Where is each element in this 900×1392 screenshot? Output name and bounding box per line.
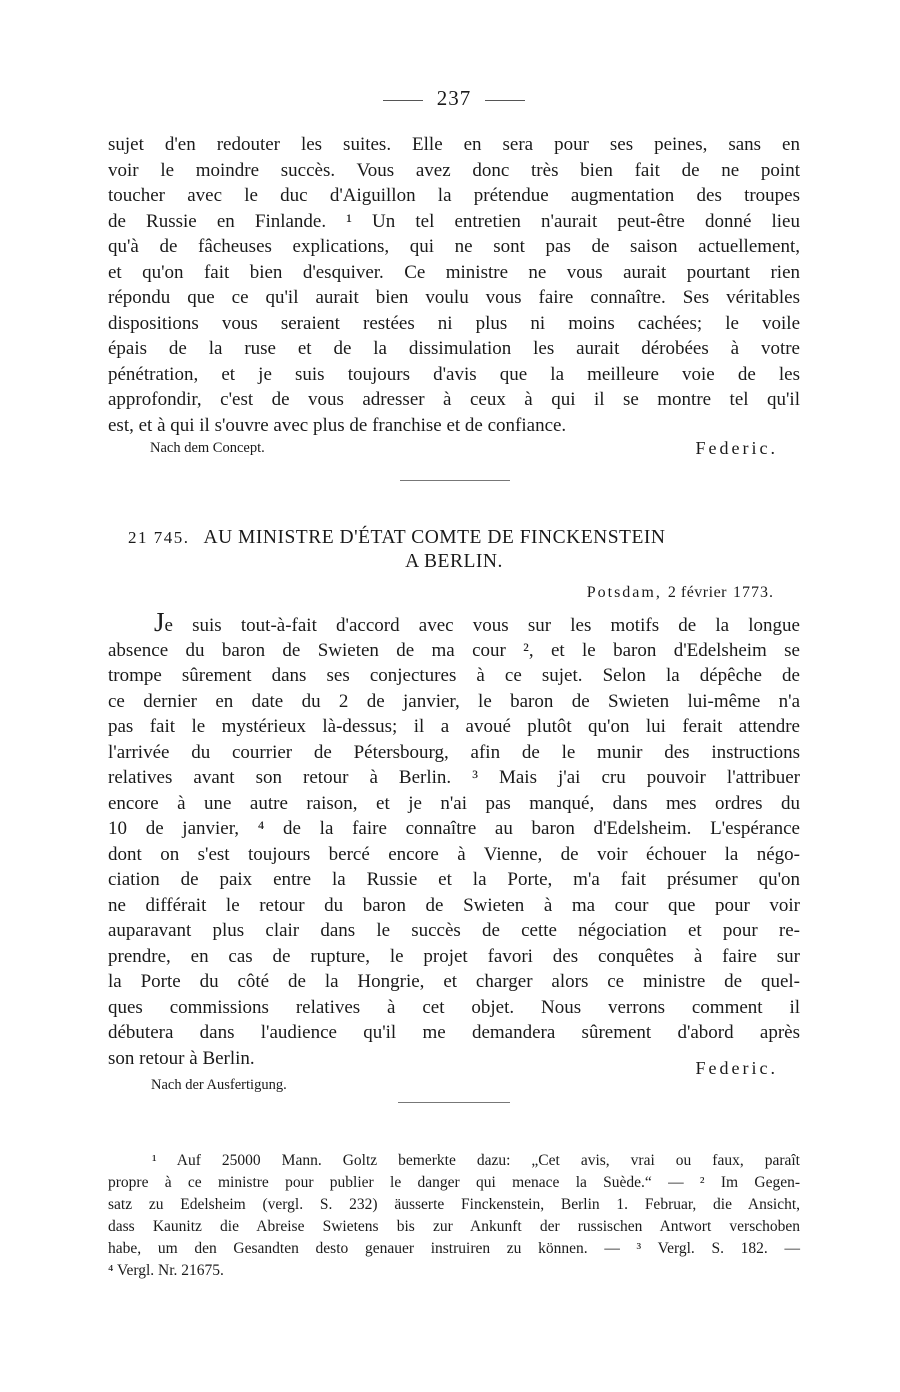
page-header bbox=[108, 86, 800, 111]
letter-number: 21 745. bbox=[128, 528, 190, 547]
footnote-line: propre à ce ministre pour publier le danger qui menace la Suède.“ — ² Im Gegen- bbox=[108, 1174, 800, 1191]
text-line: ce dernier en date du 2 de janvier, le baron de Swieten lui-même n'a bbox=[108, 690, 800, 712]
text-line: et qu'on fait bien d'esquiver. Ce ministre ne vous aurait pourtant rien bbox=[108, 261, 800, 283]
text-line: épais de la ruse et de la dissimulation les aurait dérobées à votre bbox=[108, 338, 800, 359]
text-line: absence du baron de Swieten de ma cour ², et le baron d'Edelsheim se bbox=[108, 639, 800, 661]
text-line: toucher avec le duc d'Aiguillon la prétendue augmentation des troupes bbox=[108, 185, 800, 206]
text-line: de Russie en Finlande. ¹ Un tel entretien n'aurait peut-être donné lieu bbox=[108, 210, 800, 232]
letter-source-note: Nach der Ausfertigung. bbox=[151, 1077, 287, 1093]
text-line: ne différait le retour du baron de Swieten à ma cour que pour voir bbox=[108, 894, 800, 916]
section-divider bbox=[398, 1102, 510, 1103]
place: Potsdam, bbox=[586, 584, 662, 601]
text-line: trompe sûrement dans ses conjectures à ce sujet. Selon la dépêche de bbox=[108, 665, 800, 686]
letter-title-line2: A BERLIN. bbox=[405, 551, 503, 572]
text-line: ciation de paix entre la Russie et la Porte, m'a fait présumer qu'on bbox=[108, 869, 800, 890]
text-line: l'arrivée du courrier de Pétersbourg, afin de le munir des instructions bbox=[108, 741, 800, 763]
text-line: son retour à Berlin. bbox=[108, 1047, 255, 1069]
prev-letter-footer bbox=[108, 438, 800, 462]
text-line: 10 de janvier, ⁴ de la faire connaître au baron d'Edelsheim. L'espérance bbox=[108, 818, 800, 839]
text-line: est, et à qui il s'ouvre avec plus de franchise et de confiance. bbox=[108, 414, 567, 436]
text-line: ques commissions relatives à cet objet. Nous verrons comment il bbox=[108, 996, 800, 1018]
text-line: prendre, en cas de rupture, le projet favori des conquêtes à faire sur bbox=[108, 945, 800, 967]
source-note: Nach dem Concept. bbox=[150, 440, 265, 456]
text-line: débutera dans l'audience qu'il me demandera sûrement d'abord après bbox=[108, 1022, 800, 1043]
text-line: qu'à de fâcheuses explications, qui ne sont pas de saison actuellement, bbox=[108, 236, 800, 257]
year: 1773. bbox=[733, 584, 774, 601]
text-line: voir le moindre succès. Vous avez donc très bien fait de ne point bbox=[108, 159, 800, 181]
letter-body bbox=[108, 607, 800, 1071]
text-line: dont on s'est toujours bercé encore à Vienne, de voir échouer la négo- bbox=[108, 843, 800, 865]
text-line: pas fait le mystérieux là-dessus; il a avoué plutôt qu'on lui ferait attendre bbox=[108, 716, 800, 737]
text-line: sujet d'en redouter les suites. Elle en sera pour ses peines, sans en bbox=[108, 134, 800, 155]
footnote-line: satz zu Edelsheim (vergl. S. 232) äusserte Finckenstein, Berlin 1. Februar, die Ansicht, bbox=[108, 1196, 800, 1213]
text-line: la Porte du côté de la Hongrie, et charger alors ce ministre de quel- bbox=[108, 971, 800, 992]
page-number: 237 bbox=[436, 86, 472, 110]
footnote-line: ¹ Auf 25000 Mann. Goltz bemerkte dazu: „Cet avis, vrai ou faux, paraît bbox=[152, 1152, 800, 1169]
text-line-first bbox=[108, 607, 800, 638]
section-divider bbox=[400, 480, 510, 481]
footnote-line: habe, um den Gesandten desto genauer instruiren zu können. — ³ Vergl. S. 182. — bbox=[108, 1240, 800, 1257]
text-line: encore à une autre raison, et je n'ai pas manqué, dans mes ordres du bbox=[108, 792, 800, 814]
dateline bbox=[587, 584, 774, 602]
header-dash-right bbox=[485, 100, 525, 101]
date: 2 février bbox=[667, 584, 727, 601]
footnote-line: ⁴ Vergl. Nr. 21675. bbox=[108, 1262, 224, 1279]
text-line: répondu que ce qu'il aurait bien voulu vous faire connaître. Ses véritables bbox=[108, 287, 800, 308]
letter-signature: Federic. bbox=[695, 1058, 778, 1078]
letter-title: AU MINISTRE D'ÉTAT COMTE DE FINCKENSTEIN bbox=[203, 527, 666, 548]
prev-letter-text bbox=[108, 132, 800, 462]
signature: Federic. bbox=[695, 438, 778, 458]
text-line: pénétration, et je suis toujours d'avis que la meilleure voie de les bbox=[108, 363, 800, 385]
header-dash-left bbox=[383, 100, 423, 101]
text-line: auparavant plus clair dans le succès de cette négociation et pour re- bbox=[108, 920, 800, 941]
first-line-text: e suis tout-à-fait d'accord avec vous sur les motifs de la longue bbox=[164, 615, 800, 636]
footnotes bbox=[108, 1150, 800, 1282]
footnote-line: dass Kaunitz die Abreise Swietens bis zur Ankunft der russischen Antwort verschoben bbox=[108, 1218, 800, 1235]
text-line: relatives avant son retour à Berlin. ³ Mais j'ai cru pouvoir l'attribuer bbox=[108, 767, 800, 788]
text-line: dispositions vous seraient restées ni plus ni moins cachées; le voile bbox=[108, 312, 800, 334]
drop-cap: J bbox=[154, 607, 165, 637]
text-line: approfondir, c'est de vous adresser à ceux à qui il se montre tel qu'il bbox=[108, 389, 800, 410]
letter-heading bbox=[108, 527, 800, 573]
